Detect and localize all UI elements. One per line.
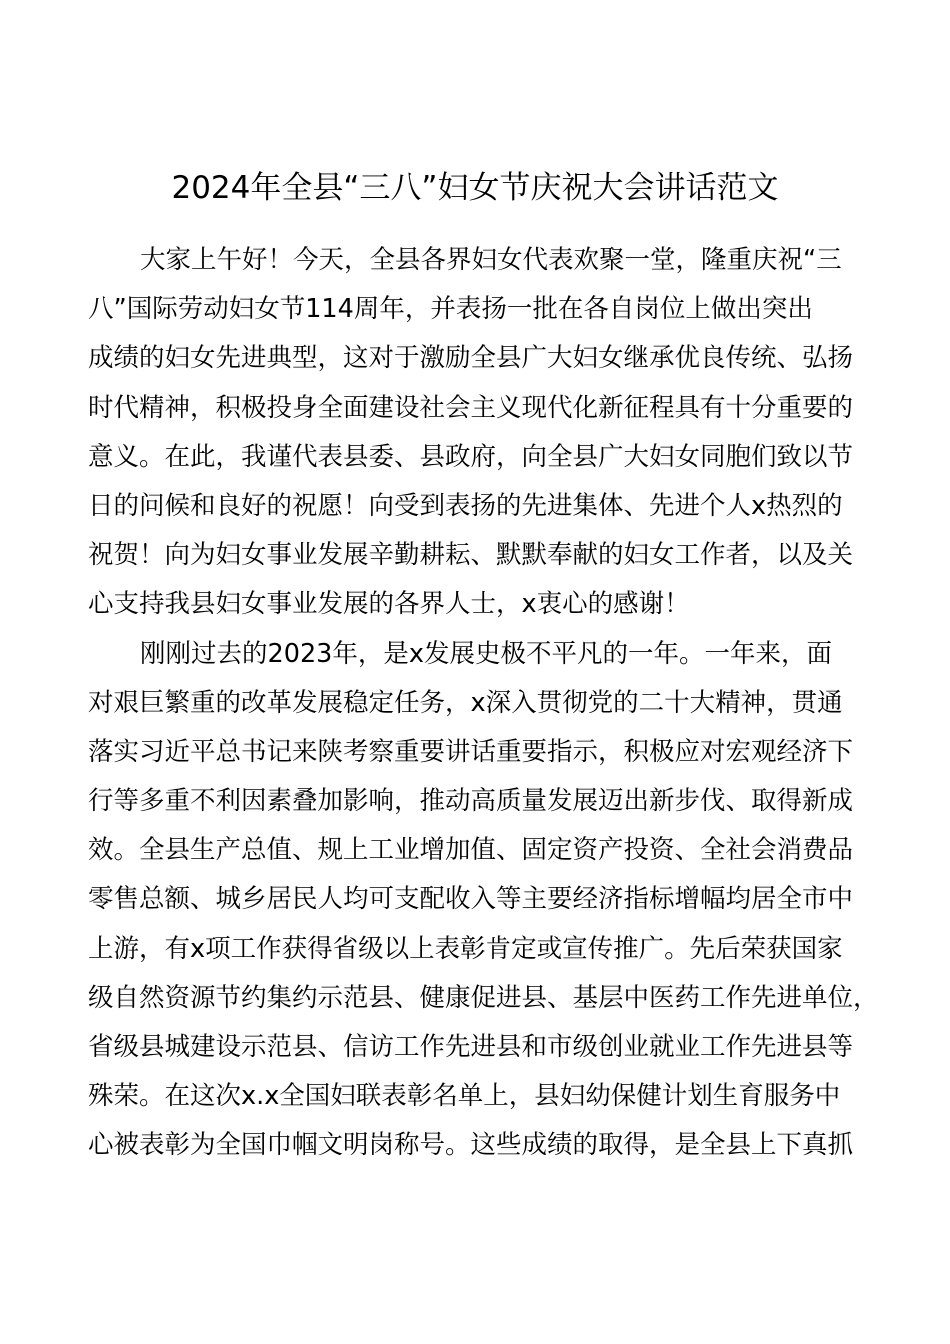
paragraph-line: 意义。在此，我谨代表县委、县政府，向全县广大妇女同胞们致以节 [88, 441, 854, 472]
document-title: 2024年全县“三八”妇女节庆祝大会讲话范文 [171, 170, 779, 206]
paragraph-line: 祝贺！向为妇女事业发展辛勤耕耘、默默奉献的妇女工作者，以及关 [88, 540, 854, 571]
paragraph-line: 时代精神，积极投身全面建设社会主义现代化新征程具有十分重要的 [88, 392, 854, 423]
paragraph-line: 级自然资源节约集约示范县、健康促进县、基层中医药工作先进单位， [88, 982, 879, 1013]
paragraph-line: 刚刚过去的2023年，是x发展史极不平凡的一年。一年来，面 [140, 638, 832, 669]
paragraph-line: 对艰巨繁重的改革发展稳定任务，x深入贯彻党的二十大精神，贯通 [88, 687, 843, 718]
paragraph-line: 行等多重不利因素叠加影响，推动高质量发展迈出新步伐、取得新成 [88, 786, 854, 817]
paragraph-line: 上游，有x项工作获得省级以上表彰肯定或宣传推广。先后荣获国家 [88, 933, 843, 964]
paragraph-line: 效。全县生产总值、规上工业增加值、固定资产投资、全社会消费品 [88, 835, 854, 866]
document-body [88, 236, 888, 1171]
paragraph-line: 省级县城建设示范县、信访工作先进县和市级创业就业工作先进县等 [88, 1032, 854, 1062]
paragraph-line: 零售总额、城乡居民人均可支配收入等主要经济指标增幅均居全市中 [88, 884, 854, 915]
paragraph-line: 成绩的妇女先进典型，这对于激励全县广大妇女继承优良传统、弘扬 [88, 343, 854, 374]
paragraph-line: 心支持我县妇女事业发展的各界人士，x衷心的感谢！ [88, 589, 690, 620]
paragraph-line: 日的问候和良好的祝愿！向受到表扬的先进集体、先进个人x热烈的 [88, 490, 843, 521]
paragraph-line: 心被表彰为全国巾帼文明岗称号。这些成绩的取得，是全县上下真抓 [88, 1130, 854, 1161]
paragraph-line: 大家上午好！今天，全县各界妇女代表欢聚一堂，隆重庆祝“三 [140, 245, 842, 275]
paragraph-line: 八”国际劳动妇女节114周年，并表扬一批在各自岗位上做出突出 [88, 294, 813, 325]
paragraph-line: 落实习近平总书记来陕考察重要讲话重要指示，积极应对宏观经济下 [88, 736, 854, 767]
paragraph-line: 殊荣。在这次x.x全国妇联表彰名单上，县妇幼保健计划生育服务中 [88, 1081, 841, 1112]
